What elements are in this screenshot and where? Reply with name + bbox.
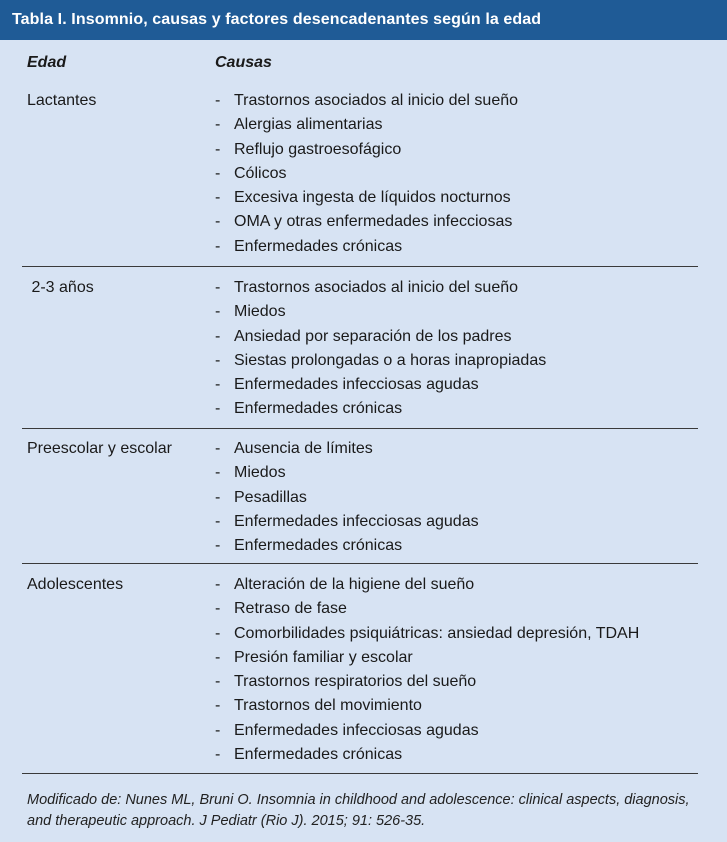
- cause-item: [215, 486, 727, 510]
- cause-item: [215, 349, 727, 373]
- cause-text: Trastornos respiratorios del sueño: [234, 673, 477, 691]
- bullet-dash: -: [215, 648, 221, 666]
- table-title: Tabla I. Insomnio, causas y factores desencadenantes según la edad: [0, 0, 727, 40]
- cause-item: [215, 646, 727, 670]
- bullet-dash: -: [215, 92, 221, 109]
- bullet-dash: -: [215, 140, 221, 158]
- cause-item: [215, 186, 727, 210]
- cause-item: [215, 276, 727, 300]
- cause-text: Presión familiar y escolar: [234, 648, 413, 666]
- cause-list: [215, 276, 727, 422]
- bullet-dash: -: [215, 327, 221, 345]
- cause-item: [215, 300, 727, 324]
- cause-item: [215, 373, 727, 397]
- bullet-dash: -: [215, 624, 221, 642]
- cause-text: Enfermedades infecciosas agudas: [234, 376, 479, 394]
- cause-text: Alergias alimentarias: [234, 116, 383, 134]
- header-causas: Causas: [215, 54, 272, 71]
- cause-item: [215, 325, 727, 349]
- cause-item: [215, 138, 727, 162]
- cause-text: Enfermedades crónicas: [234, 746, 403, 764]
- cause-item: [215, 743, 727, 767]
- cause-text: Cólicos: [234, 164, 287, 182]
- bullet-dash: -: [215, 189, 221, 207]
- cause-item: [215, 113, 727, 137]
- age-group: [0, 276, 727, 422]
- cause-item: [215, 670, 727, 694]
- cause-item: [215, 162, 727, 186]
- cause-text: Miedos: [234, 303, 286, 321]
- cause-text: Comorbilidades psiquiátricas: ansiedad depresión, TDAH: [234, 624, 640, 642]
- cause-text: Enfermedades crónicas: [234, 400, 403, 418]
- cause-item: [215, 210, 727, 234]
- age-group: [0, 573, 727, 767]
- cause-item: [215, 622, 727, 646]
- cause-item: [215, 573, 727, 597]
- cause-text: Alteración de la higiene del sueño: [234, 576, 475, 593]
- cause-text: Pesadillas: [234, 488, 307, 506]
- row-separator: [22, 266, 698, 267]
- age-label: 2-3 años: [27, 279, 94, 296]
- cause-text: Excesiva ingesta de líquidos nocturnos: [234, 189, 511, 207]
- cause-text: Siestas prolongadas o a horas inapropiadas: [234, 351, 547, 369]
- bullet-dash: -: [215, 537, 221, 555]
- cause-item: [215, 510, 727, 534]
- cause-item: [215, 694, 727, 718]
- source-note: Modificado de: Nunes ML, Bruni O. Insomnia in childhood and adolescence: clinical aspects, diagnosis, and therapeutic approach. J Pediatr (Rio J). 2015; 91: 526-35.: [27, 792, 690, 829]
- bullet-dash: -: [215, 721, 221, 739]
- bullet-dash: -: [215, 351, 221, 369]
- age-label: Adolescentes: [27, 576, 124, 593]
- cause-item: [215, 437, 727, 461]
- cause-item: [215, 461, 727, 485]
- cause-item: [215, 534, 727, 558]
- age-group: [0, 89, 727, 259]
- bullet-dash: -: [215, 464, 221, 482]
- bullet-dash: -: [215, 512, 221, 530]
- cause-text: Enfermedades infecciosas agudas: [234, 721, 479, 739]
- cause-text: Reflujo gastroesofágico: [234, 140, 402, 158]
- bullet-dash: -: [215, 576, 221, 593]
- header-edad: Edad: [27, 54, 67, 71]
- cause-text: OMA y otras enfermedades infecciosas: [234, 213, 513, 231]
- bullet-dash: -: [215, 303, 221, 321]
- bullet-dash: -: [215, 213, 221, 231]
- cause-item: [215, 597, 727, 621]
- bullet-dash: -: [215, 279, 221, 296]
- row-separator: [22, 563, 698, 564]
- cause-text: Retraso de fase: [234, 600, 347, 618]
- cause-item: [215, 235, 727, 259]
- bullet-dash: -: [215, 440, 221, 457]
- cause-text: Ansiedad por separación de los padres: [234, 327, 512, 345]
- bullet-dash: -: [215, 488, 221, 506]
- header-row: [0, 40, 727, 86]
- bullet-dash: -: [215, 164, 221, 182]
- age-label: Preescolar y escolar: [27, 440, 172, 457]
- bullet-dash: -: [215, 116, 221, 134]
- cause-list: [215, 573, 727, 767]
- cause-item: [215, 89, 727, 113]
- cause-list: [215, 437, 727, 558]
- cause-item: [215, 719, 727, 743]
- cause-text: Ausencia de límites: [234, 440, 373, 457]
- cause-text: Trastornos asociados al inicio del sueño: [234, 92, 519, 109]
- bullet-dash: -: [215, 376, 221, 394]
- row-separator: [22, 428, 698, 429]
- cause-item: [215, 397, 727, 421]
- bullet-dash: -: [215, 400, 221, 418]
- age-group: [0, 437, 727, 558]
- cause-text: Enfermedades crónicas: [234, 537, 403, 555]
- age-label: Lactantes: [27, 92, 97, 109]
- cause-text: Enfermedades infecciosas agudas: [234, 512, 479, 530]
- cause-text: Trastornos asociados al inicio del sueño: [234, 279, 519, 296]
- bullet-dash: -: [215, 673, 221, 691]
- cause-list: [215, 89, 727, 259]
- cause-text: Miedos: [234, 464, 286, 482]
- cause-text: Enfermedades crónicas: [234, 237, 403, 255]
- bullet-dash: -: [215, 746, 221, 764]
- row-separator: [22, 773, 698, 774]
- bullet-dash: -: [215, 237, 221, 255]
- bullet-dash: -: [215, 697, 221, 715]
- cause-text: Trastornos del movimiento: [234, 697, 422, 715]
- bullet-dash: -: [215, 600, 221, 618]
